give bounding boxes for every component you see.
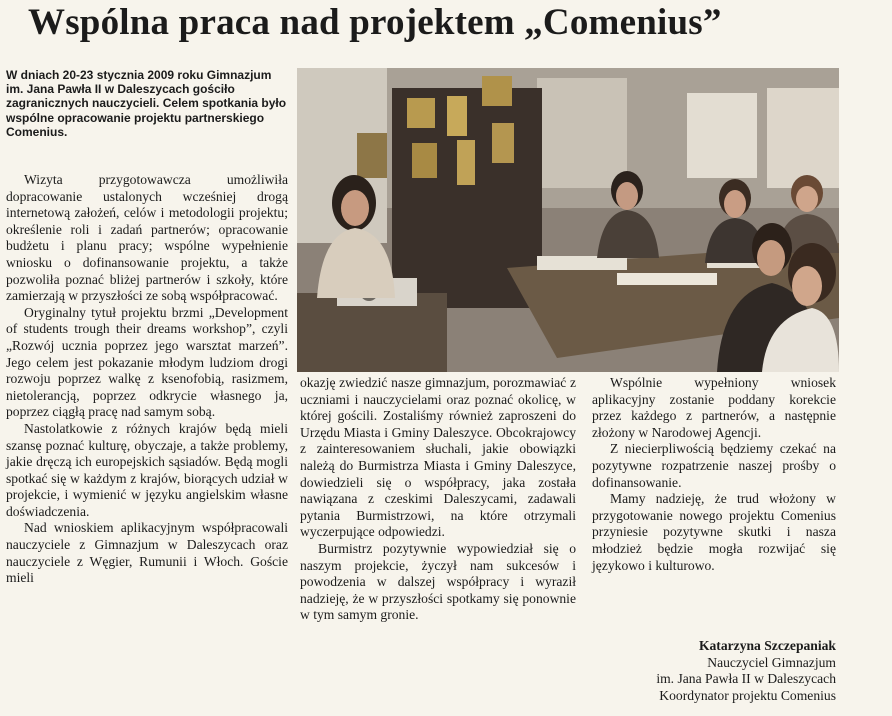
paragraph: Mamy nadzieję, że trud włożony w przygotowanie nowego projektu Comenius przyniesie pozytywne skutki i nasza młodzież będzie mogła rozwijać się językowo i kulturowo. bbox=[592, 491, 836, 573]
text-column-2 bbox=[300, 375, 576, 624]
paragraph: Nad wnioskiem aplikacyjnym współpracowali nauczyciele z Gimnazjum w Daleszycach oraz nauczyciele z Węgier, Rumunii i Włoch. Goście mieli bbox=[6, 520, 288, 586]
author-role: Koordynator projektu Comenius bbox=[659, 687, 836, 703]
paragraph: Wspólnie wypełniony wniosek aplikacyjny zostanie poddany korekcie przez każdego z partnerów, a następnie złożony w Narodowej Agencji. bbox=[592, 375, 836, 440]
text-column-3 bbox=[592, 375, 836, 574]
author-school: im. Jana Pawła II w Daleszycach bbox=[656, 671, 836, 687]
article-photo bbox=[297, 68, 839, 372]
paragraph: Burmistrz pozytywnie wypowiedział się o naszym projekcie, życzył nam sukcesów i powodzenia w dalszej współpracy i wyraził nadzieję, że w przyszłości spotkamy się ponownie w tym samym gronie. bbox=[300, 540, 576, 623]
author-title: Nauczyciel Gimnazjum bbox=[707, 654, 836, 670]
paragraph: Oryginalny tytuł projektu brzmi „Development of students trough their dreams workshop”, czyli „Rozwój ucznia poprzez jego warsztat marzeń”. Jego celem jest pokazanie młodym ludziom drogi rozwoju poprzez walkę z ksenofobią, rasizmem, nietolerancją, poprzez odkrycie własnego ja, poprzez ciągłą pracę nad samym sobą. bbox=[6, 304, 288, 420]
text-column-1 bbox=[6, 172, 288, 587]
article-headline: Wspólna praca nad projektem „Comenius” bbox=[28, 2, 722, 43]
paragraph: Wizyta przygotowawcza umożliwiła dopracowanie ustalonych wcześniej drogą internetową założeń, celów i metodologii projektu; określenie roli i zadań partnerów; opracowanie budżetu i planu pracy; wspólne wypełnienie wniosku o dofinansowanie projektu, a także pozwoliła poznać bliżej partnerów i szkoły, które zamierzają w przyszłości ze sobą współpracować. bbox=[6, 172, 288, 304]
author-signature bbox=[592, 638, 836, 704]
paragraph: okazję zwiedzić nasze gimnazjum, porozmawiać z uczniami i nauczycielami oraz poznać okolicę, w której gościli. Zostaliśmy również zaproszeni do Urzędu Miasta i Gminy Daleszyce. Obcokrajowcy z zainteresowaniem słuchali, jakie obowiązki należą do Burmistrza Miasta i Gminy Daleszyce, dowiedzieli się o współpracy, jaka została nawiązana z czeskimi Daleszycami, zadawali pytania Burmistrzowi, na które otrzymali wyczerpujące odpowiedzi. bbox=[300, 375, 576, 540]
paragraph: Nastolatkowie z różnych krajów będą mieli szansę poznać kulturę, obyczaje, a także problemy, jakie dręczą ich europejskich sąsiadów. Będą mogli spotkać się w każdym z krajów, biorących udział w projekcie, i wymienić w języku angielskim własne doświadczenia. bbox=[6, 420, 288, 519]
article-lead: W dniach 20-23 stycznia 2009 roku Gimnazjum im. Jana Pawła II w Daleszycach gościło zagranicznych nauczycieli. Celem spotkania było wspólne opracowanie projektu partnerskiego Comenius. bbox=[6, 68, 287, 139]
paragraph: Z niecierpliwością będziemy czekać na pozytywne rozpatrzenie naszej prośby o dofinansowanie. bbox=[592, 441, 836, 490]
author-name: Katarzyna Szczepaniak bbox=[698, 638, 836, 653]
